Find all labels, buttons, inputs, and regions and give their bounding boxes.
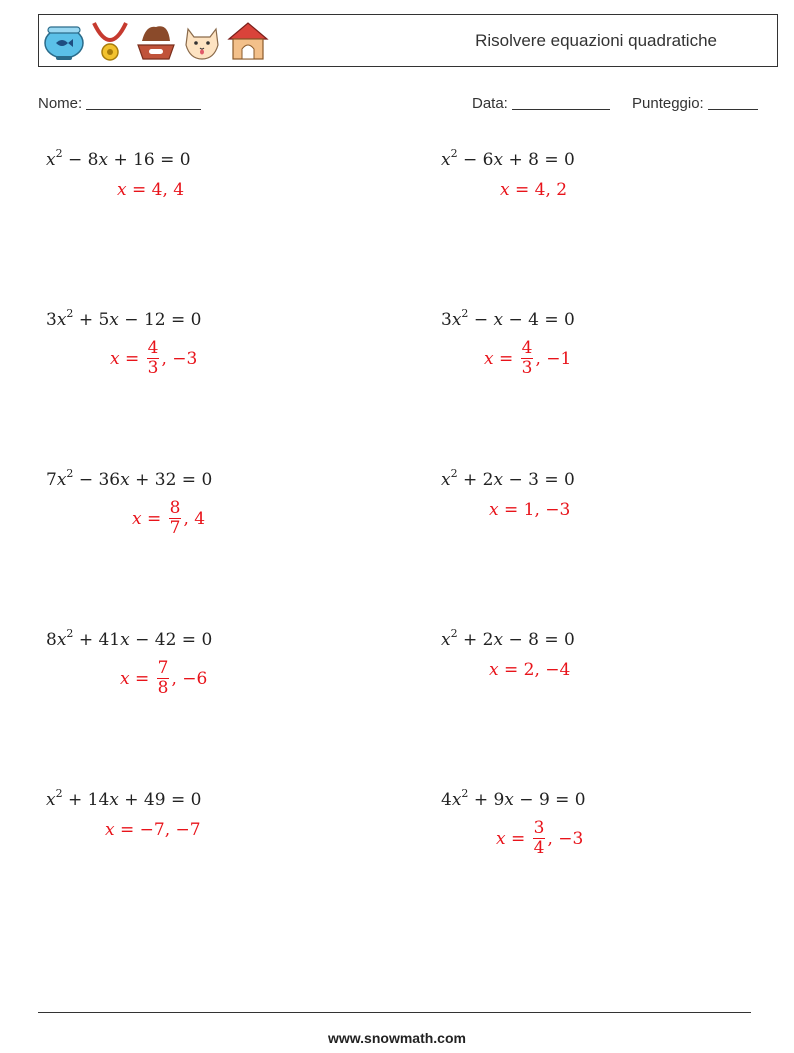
exponent: 2 bbox=[461, 787, 469, 800]
answer bbox=[117, 180, 184, 200]
exponent: 2 bbox=[450, 467, 458, 480]
answer-equals: = bbox=[126, 180, 152, 200]
answer-value: 4, 4 bbox=[151, 180, 185, 200]
exponent: 2 bbox=[450, 147, 458, 160]
equation bbox=[441, 787, 586, 810]
equation bbox=[441, 627, 575, 650]
answer-equals: = bbox=[114, 820, 140, 840]
variable: x bbox=[120, 470, 130, 490]
variable: x bbox=[109, 310, 119, 330]
equation-term: − 42 = 0 bbox=[129, 630, 213, 650]
page-title: Risolvere equazioni quadratiche bbox=[475, 31, 717, 50]
equation-term: − bbox=[468, 310, 494, 330]
variable: x bbox=[493, 150, 504, 170]
name-label: Nome: bbox=[38, 95, 83, 112]
cat-face-icon bbox=[180, 19, 224, 63]
answer bbox=[496, 819, 583, 858]
answer-equals: = bbox=[498, 500, 524, 520]
variable: x bbox=[46, 790, 56, 810]
fraction-denominator: 3 bbox=[147, 358, 159, 378]
answer-variable: x bbox=[110, 348, 120, 369]
fraction-denominator: 7 bbox=[169, 518, 181, 538]
dog-house-icon bbox=[226, 19, 270, 63]
exponent: 2 bbox=[66, 467, 74, 480]
equation bbox=[441, 147, 575, 170]
answer-variable: x bbox=[500, 180, 510, 200]
answer-value: −7, −7 bbox=[139, 820, 201, 840]
variable: x bbox=[56, 310, 67, 330]
name-blank[interactable] bbox=[86, 95, 201, 110]
answer-equals: = bbox=[505, 828, 531, 849]
equation bbox=[46, 467, 213, 490]
answer-value: , −1 bbox=[535, 348, 572, 369]
answer-equals: = bbox=[498, 660, 524, 680]
equation-term: + 2 bbox=[457, 630, 494, 650]
variable: x bbox=[441, 470, 451, 490]
answer-value: , −6 bbox=[171, 668, 208, 689]
variable: x bbox=[441, 630, 451, 650]
exponent: 2 bbox=[66, 307, 74, 320]
equation-term: − 36 bbox=[73, 470, 121, 490]
answer-value: , −3 bbox=[161, 348, 198, 369]
variable: x bbox=[56, 630, 67, 650]
answer-fraction bbox=[147, 339, 160, 378]
variable: x bbox=[98, 150, 109, 170]
medal-collar-icon bbox=[88, 19, 132, 63]
equation-term: + 2 bbox=[457, 470, 494, 490]
fraction-numerator: 7 bbox=[157, 658, 169, 678]
answer-variable: x bbox=[489, 500, 499, 520]
variable: x bbox=[451, 790, 462, 810]
exponent: 2 bbox=[66, 627, 74, 640]
date-field bbox=[472, 95, 610, 112]
score-field bbox=[632, 95, 758, 112]
answer-value: , −3 bbox=[547, 828, 584, 849]
answer-variable: x bbox=[117, 180, 127, 200]
variable: x bbox=[493, 630, 504, 650]
footer-site: www.snowmath.com bbox=[328, 1030, 466, 1046]
equation-term: + 16 = 0 bbox=[108, 150, 191, 170]
answer-variable: x bbox=[496, 828, 506, 849]
answer-fraction bbox=[169, 499, 182, 538]
coefficient: 4 bbox=[441, 790, 452, 810]
exponent: 2 bbox=[450, 627, 458, 640]
answer-fraction bbox=[157, 659, 170, 698]
answer bbox=[110, 339, 197, 378]
date-blank[interactable] bbox=[512, 95, 610, 110]
answer-equals: = bbox=[141, 508, 167, 529]
equation bbox=[441, 467, 575, 490]
answer-equals: = bbox=[129, 668, 155, 689]
equation-term: − 6 bbox=[457, 150, 494, 170]
variable: x bbox=[493, 470, 504, 490]
score-label: Punteggio: bbox=[632, 95, 704, 112]
equation-term: + 41 bbox=[73, 630, 121, 650]
fraction-denominator: 4 bbox=[533, 838, 545, 858]
equation-term: − 8 = 0 bbox=[503, 630, 575, 650]
answer bbox=[489, 660, 570, 680]
variable: x bbox=[109, 790, 119, 810]
variable: x bbox=[451, 310, 462, 330]
exponent: 2 bbox=[461, 307, 469, 320]
equation-term: − 3 = 0 bbox=[503, 470, 575, 490]
answer-variable: x bbox=[120, 668, 130, 689]
equation-term: + 9 bbox=[468, 790, 505, 810]
header-icons bbox=[42, 19, 270, 65]
answer-equals: = bbox=[493, 348, 519, 369]
variable: x bbox=[46, 150, 56, 170]
fraction-numerator: 4 bbox=[521, 338, 533, 358]
fraction-numerator: 8 bbox=[169, 498, 181, 518]
fraction-numerator: 4 bbox=[147, 338, 159, 358]
equation bbox=[441, 307, 575, 330]
exponent: 2 bbox=[55, 787, 63, 800]
fraction-denominator: 3 bbox=[521, 358, 533, 378]
coefficient: 3 bbox=[46, 310, 57, 330]
answer bbox=[500, 180, 567, 200]
variable: x bbox=[493, 310, 504, 330]
answer-fraction bbox=[521, 339, 534, 378]
answer-value: 2, −4 bbox=[523, 660, 571, 680]
worksheet-header bbox=[38, 14, 778, 67]
answer-variable: x bbox=[484, 348, 494, 369]
fishbowl-icon bbox=[42, 19, 86, 63]
answer-fraction bbox=[533, 819, 546, 858]
equation-term: + 32 = 0 bbox=[129, 470, 213, 490]
equation bbox=[46, 627, 213, 650]
equation bbox=[46, 787, 202, 810]
answer-equals: = bbox=[119, 348, 145, 369]
dog-food-bowl-icon bbox=[134, 19, 178, 63]
equation-term: + 49 = 0 bbox=[118, 790, 202, 810]
equation bbox=[46, 307, 202, 330]
answer-value: 4, 2 bbox=[534, 180, 568, 200]
answer bbox=[484, 339, 571, 378]
date-label: Data: bbox=[472, 95, 508, 112]
equation-term: − 8 bbox=[62, 150, 99, 170]
name-field bbox=[38, 95, 201, 112]
coefficient: 7 bbox=[46, 470, 57, 490]
answer bbox=[105, 820, 201, 840]
coefficient: 3 bbox=[441, 310, 452, 330]
equation-term: + 5 bbox=[73, 310, 110, 330]
equation-term: − 12 = 0 bbox=[118, 310, 202, 330]
answer-value: 1, −3 bbox=[523, 500, 571, 520]
equation-term: − 4 = 0 bbox=[503, 310, 575, 330]
variable: x bbox=[120, 630, 130, 650]
equation-term: + 8 = 0 bbox=[503, 150, 575, 170]
answer-value: , 4 bbox=[183, 508, 206, 529]
answer bbox=[132, 499, 205, 538]
variable: x bbox=[504, 790, 514, 810]
answer bbox=[120, 659, 207, 698]
fraction-numerator: 3 bbox=[533, 818, 545, 838]
variable: x bbox=[56, 470, 67, 490]
exponent: 2 bbox=[55, 147, 63, 160]
equation bbox=[46, 147, 191, 170]
score-blank[interactable] bbox=[708, 95, 758, 110]
answer-variable: x bbox=[105, 820, 115, 840]
answer-equals: = bbox=[509, 180, 535, 200]
equation-term: + 14 bbox=[62, 790, 110, 810]
fraction-denominator: 8 bbox=[157, 678, 169, 698]
answer-variable: x bbox=[489, 660, 499, 680]
equation-term: − 9 = 0 bbox=[513, 790, 586, 810]
answer-variable: x bbox=[132, 508, 142, 529]
footer-divider bbox=[38, 1012, 751, 1013]
variable: x bbox=[441, 150, 451, 170]
answer bbox=[489, 500, 570, 520]
coefficient: 8 bbox=[46, 630, 57, 650]
